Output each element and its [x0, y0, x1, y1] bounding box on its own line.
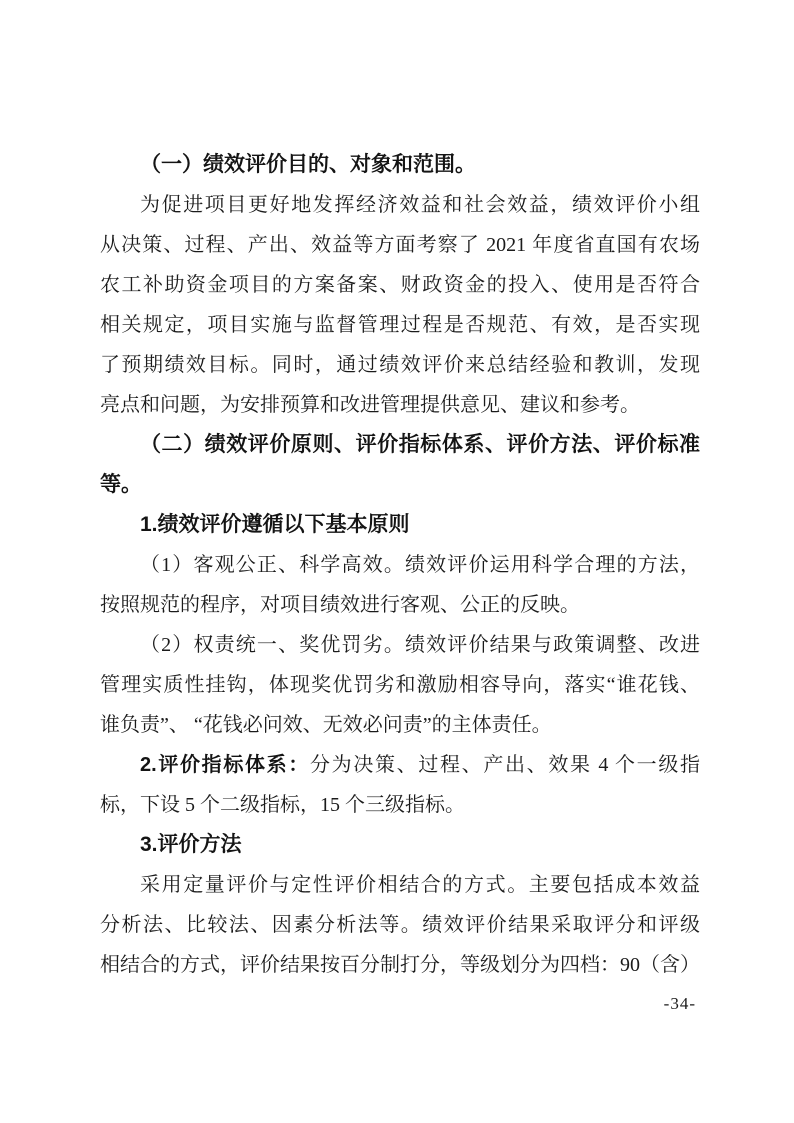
text-line-text: （2）权责统一、奖优罚劣。绩效评价结果与政策调整、改进 [140, 634, 700, 656]
text-line [100, 425, 700, 465]
text-line [100, 345, 700, 385]
page-number: -34- [663, 994, 696, 1013]
text-line [100, 905, 700, 945]
text-line-text: 1.绩效评价遵循以下基本原则 [140, 513, 410, 536]
text-line-text: 采用定量评价与定性评价相结合的方式。主要包括成本效益 [140, 874, 700, 896]
text-line [100, 945, 700, 985]
text-line [100, 465, 700, 505]
text-line-text: 3.评价方法 [140, 833, 242, 856]
text-line-lead: 2.评价指标体系： [140, 754, 311, 776]
text-line [100, 145, 700, 185]
text-line-text: 分为决策、过程、产出、效果 4 个一级指 [310, 754, 701, 776]
text-line-text: 标，下设 5 个二级指标，15 个三级指标。 [100, 794, 465, 816]
text-line [100, 585, 700, 625]
text-line-text: 谁负责”、 “花钱必问效、无效必问责”的主体责任。 [100, 714, 552, 736]
text-line [100, 705, 700, 745]
text-line [100, 625, 700, 665]
text-line [100, 865, 700, 905]
text-line-text: （二）绩效评价原则、评价指标体系、评价方法、评价标准 [140, 433, 700, 456]
text-line [100, 265, 700, 305]
text-line-text: 管理实质性挂钩，体现奖优罚劣和激励相容导向，落实“谁花钱、 [100, 674, 700, 696]
text-line [100, 185, 700, 225]
text-line-text: 了预期绩效目标。同时，通过绩效评价来总结经验和教训，发现 [100, 354, 700, 376]
text-line [100, 745, 700, 785]
text-line-text: 为促进项目更好地发挥经济效益和社会效益，绩效评价小组 [140, 194, 700, 216]
text-line-text: 从决策、过程、产出、效益等方面考察了 2021 年度省直国有农场 [100, 234, 700, 256]
text-line-text: 等。 [100, 473, 142, 496]
document-body [100, 145, 700, 985]
text-line [100, 785, 700, 825]
text-line [100, 825, 700, 865]
text-line-text: （1）客观公正、科学高效。绩效评价运用科学合理的方法， [140, 554, 700, 576]
text-line [100, 225, 700, 265]
text-line-text: 亮点和问题，为安排预算和改进管理提供意见、建议和参考。 [100, 394, 640, 416]
text-line [100, 385, 700, 425]
text-line-text: 相关规定，项目实施与监督管理过程是否规范、有效，是否实现 [100, 314, 700, 336]
text-line [100, 505, 700, 545]
text-line-text: 相结合的方式，评价结果按百分制打分，等级划分为四档：90（含） [100, 954, 700, 976]
text-line-text: 农工补助资金项目的方案备案、财政资金的投入、使用是否符合 [100, 274, 700, 296]
text-line-text: 按照规范的程序，对项目绩效进行客观、公正的反映。 [100, 594, 580, 616]
text-line [100, 305, 700, 345]
text-line [100, 665, 700, 705]
text-line-text: 分析法、比较法、因素分析法等。绩效评价结果采取评分和评级 [100, 914, 700, 936]
text-line [100, 545, 700, 585]
text-line-text: （一）绩效评价目的、对象和范围。 [140, 153, 476, 176]
